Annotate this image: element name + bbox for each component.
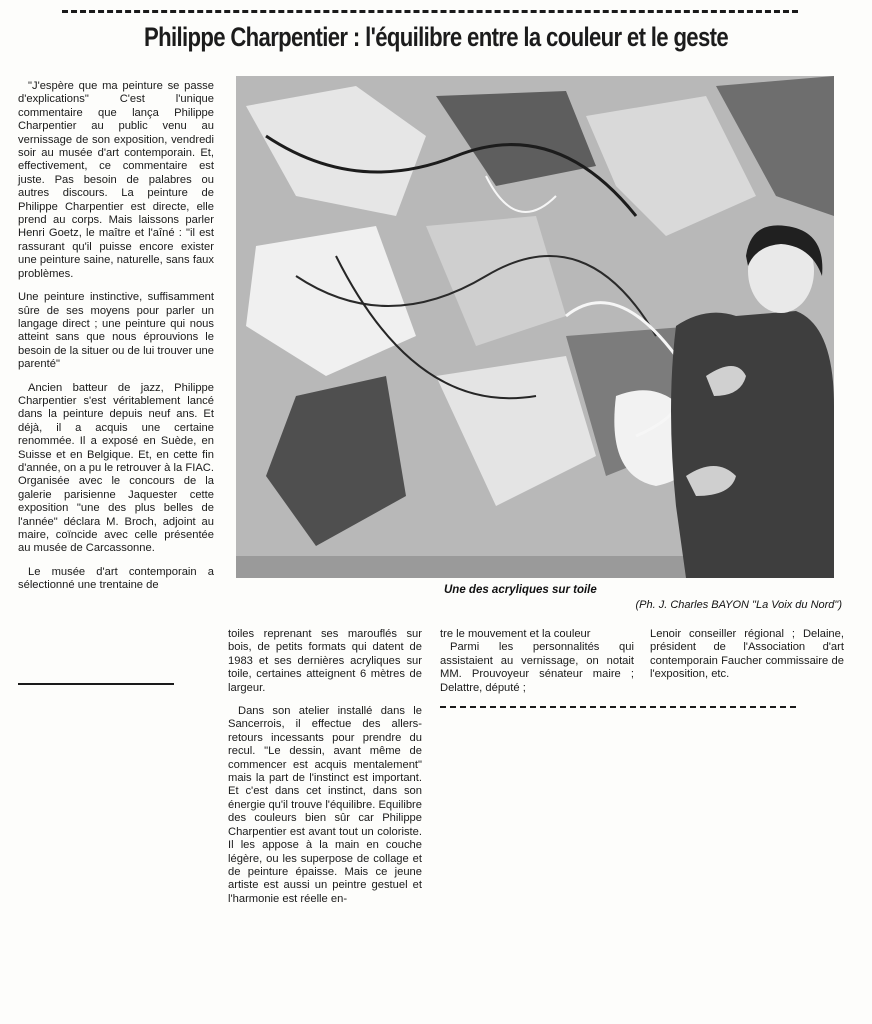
article-photo <box>236 76 834 578</box>
paragraph: toiles reprenant ses marouflés sur bois, de petits formats qui datent de 1983 et ses dernières acryliques sur toile, certaines atteignent 6 mètres de largeur. <box>228 628 422 694</box>
article-title: Philippe Charpentier : l'équilibre entre la couleur et le geste <box>143 22 729 52</box>
column-1 <box>18 80 214 603</box>
photo-credit: (Ph. J. Charles BAYON "La Voix du Nord") <box>635 599 842 611</box>
column-3 <box>440 628 634 705</box>
paragraph: Une peinture instinctive, suffisamment sûre de ses moyens pour parler un langage direct ; une peinture qui nous atteint sans que nous éprouvions le besoin de la situer ou de lui trouver une parenté" <box>18 291 214 371</box>
paragraph: Dans son atelier installé dans le Sancerrois, il effectue des allers-retours incessants pour prendre du recul. "Le dessin, avant même de commencer est acquis mentalement" mais la part de l'instinct est important. Et c'est dans cet instinct, dans son énergie qu'il trouve l'équilibre. Equilibre des couleurs bien sûr car Philippe Charpentier est avant tout un coloriste. Il les appose à la main en couche légère, ou les superpose de collage et de peinture épaisse. Mais ce jeune artiste est aussi un peintre gestuel et l'harmonie est réelle en- <box>228 705 422 905</box>
paragraph: Parmi les personnalités qui assistaient au vernissage, on notait MM. Prouvoyeur sénateur maire ; Delattre, député ; <box>440 641 634 694</box>
paragraph: Ancien batteur de jazz, Philippe Charpentier s'est véritablement lancé dans la peinture depuis neuf ans. Et déjà, il a acquis une certaine renommée. Il a exposé en Suède, en Suisse et en Belgique. Et, en cette fin d'année, on a pu le retrouver à la FIAC. Organisée avec le concours de la galerie parisienne Jaquester cette exposition "une des plus belles de l'année" déclara M. Broch, adjoint au maire, coïncide avec celle présentée au musée de Carcassonne. <box>18 381 214 555</box>
bottom-rule <box>440 706 796 708</box>
column-4 <box>650 628 844 692</box>
paragraph: Le musée d'art contemporain a sélectionné une trentaine de <box>18 565 214 592</box>
paragraph: Lenoir conseiller régional ; Delaine, président de l'Association d'art contemporain Faucher commissaire de l'exposition, etc. <box>650 628 844 681</box>
top-rule <box>62 10 798 13</box>
paragraph: tre le mouvement et la couleur <box>440 628 591 640</box>
column-2 <box>228 628 422 916</box>
painting-photo-art <box>236 76 834 578</box>
photo-caption: Une des acryliques sur toile <box>444 584 597 596</box>
paragraph: "J'espère que ma peinture se passe d'explications" C'est l'unique commentaire que lança Philippe Charpentier au public venu au vernissage de son exposition, vendredi soir au musée d'art contemporain. Et, effectivement, ce commentaire est juste. Pas besoin de palabres ou autres discours. La peinture de Philippe Charpentier est directe, elle prend au corps. Mais laissons parler Henri Goetz, le maître et l'aîné : "il est rassurant qu'il puisse encore exister une peinture saine, naturelle, sans faux problèmes. <box>18 80 214 280</box>
column-1-end-rule <box>18 683 174 685</box>
